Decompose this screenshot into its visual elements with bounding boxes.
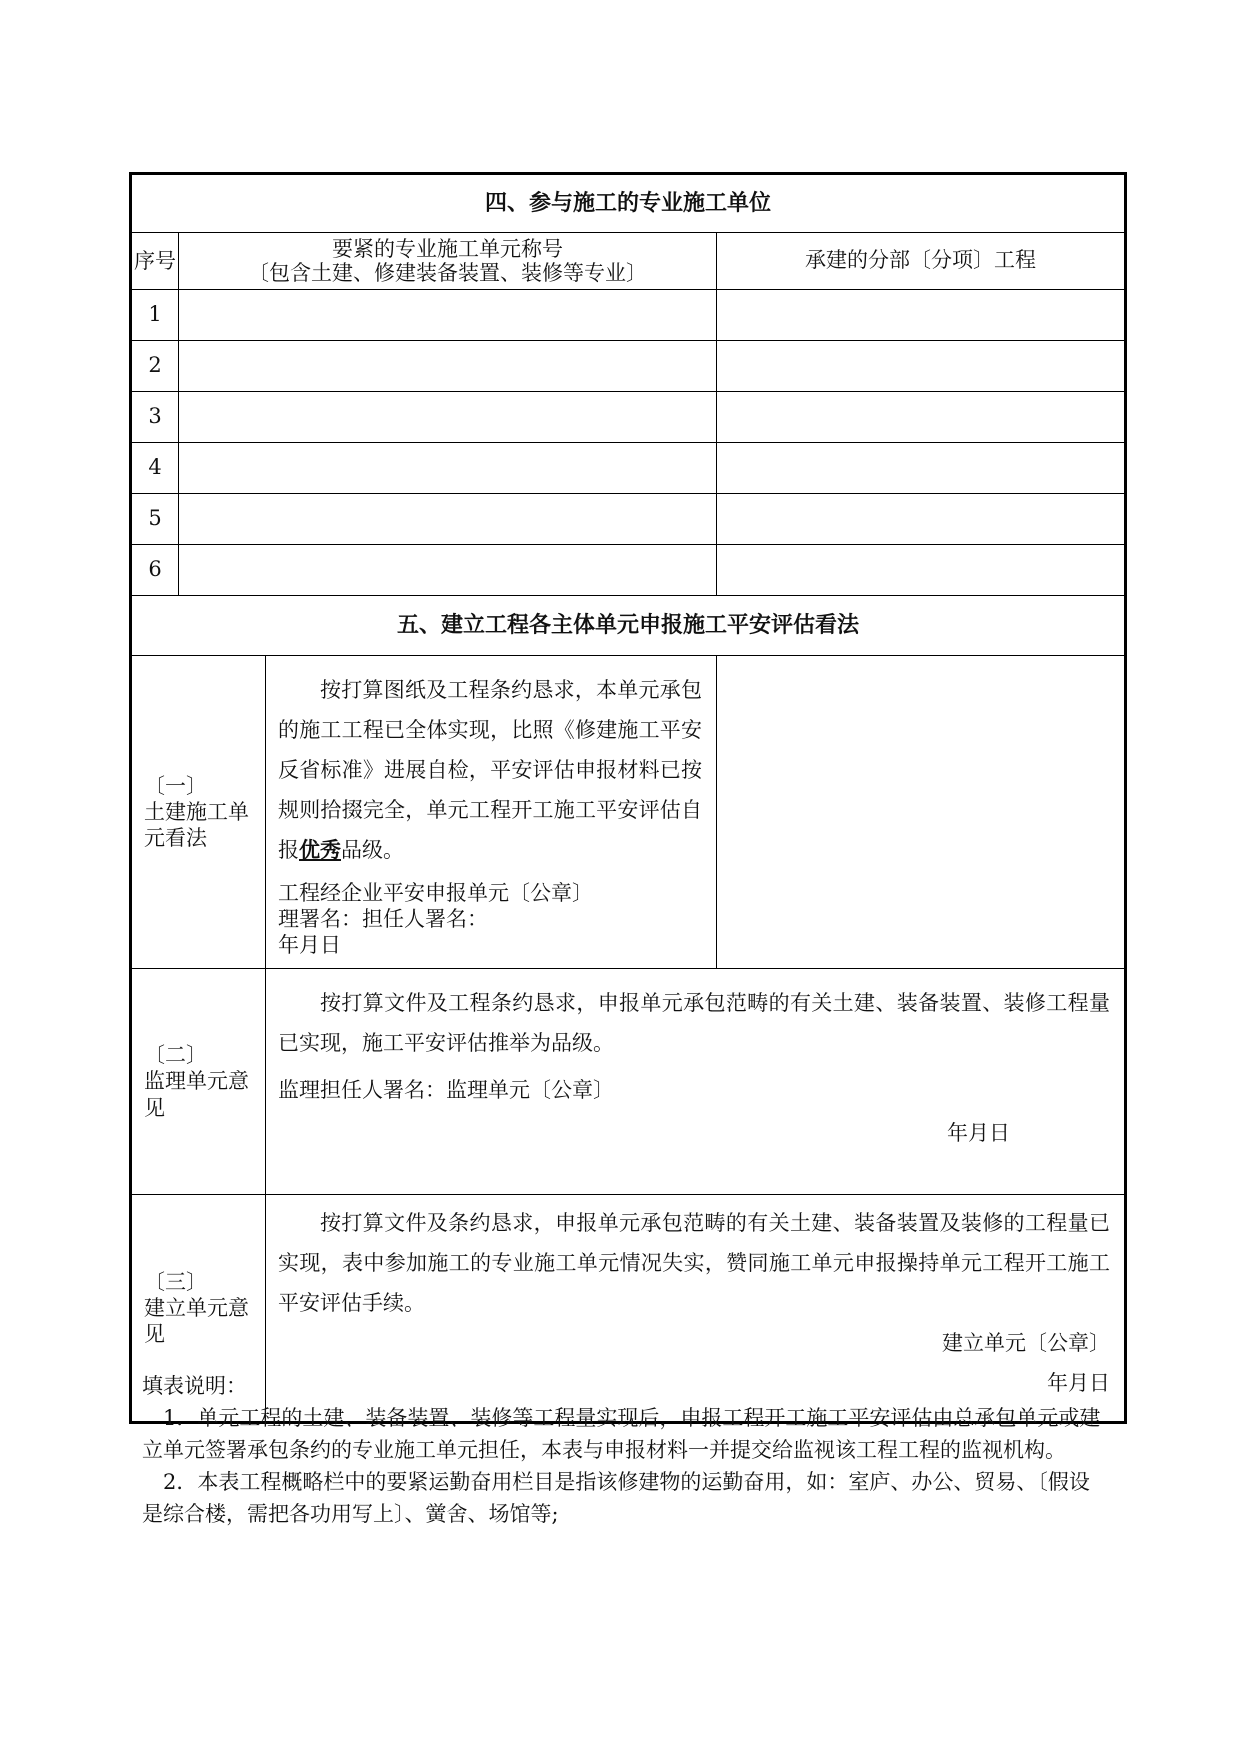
opinion2-row <box>131 969 1126 1195</box>
table-row <box>131 392 1126 443</box>
opinion1-label-number: 〔一〕 <box>144 773 207 798</box>
opinion2-label-number: 〔二〕 <box>144 1043 207 1068</box>
instruction-item-2: 2．本表工程概略栏中的要紧运勤奋用栏目是指该修建物的运勤奋用，如：室庐、办公、贸易、〔假设是综合楼，需把各功用写上〕、黉舍、场馆等; <box>142 1470 1090 1526</box>
unit-name-cell[interactable] <box>179 443 717 494</box>
seq-cell: 5 <box>131 494 179 545</box>
unit-name-cell[interactable] <box>179 392 717 443</box>
instruction-item-1: 1．单元工程的土建、装备装置、装修等工程量实现后，申报工程开工施工平安评估由总承包单元或建立单元签署承包条约的专业施工单元担任，本表与申报材料一并提交给监视该工程工程的监视机构。 <box>142 1406 1101 1462</box>
opinion1-text-before: 按打算图纸及工程条约恳求，本单元承包的施工工程已全体实现，比照《修建施工平安反省标准》进展自检，平安评估申报材料已按规则拾掇完全，单元工程开工施工平安评估自报 <box>278 678 702 862</box>
scope-cell[interactable] <box>717 341 1126 392</box>
table-row <box>131 290 1126 341</box>
opinion2-content[interactable] <box>266 969 1125 1194</box>
opinion1-sig-line1: 工程经企业平安申报单元〔公章〕 <box>278 881 593 905</box>
opinion2-label <box>132 969 266 1194</box>
seq-header: 序号 <box>131 233 179 290</box>
opinion1-date: 年月日 <box>278 933 341 957</box>
seq-cell: 6 <box>131 545 179 596</box>
application-form-table <box>129 172 1127 1424</box>
opinion1-statement <box>278 670 702 870</box>
opinion1-signature <box>278 880 702 958</box>
unit-name-cell[interactable] <box>179 341 717 392</box>
section5-title-row <box>131 596 1126 656</box>
opinion1-text-after: 品级。 <box>341 838 404 862</box>
scope-cell[interactable] <box>717 443 1126 494</box>
unit-name-header-line1: 要紧的专业施工单元称号 <box>332 236 563 261</box>
section4-title: 四、参与施工的专业施工单位 <box>131 174 1126 233</box>
opinion1-label <box>132 656 266 968</box>
unit-name-header-line2: 〔包含土建、修建装备装置、装修等专业〕 <box>248 261 647 285</box>
opinion2-label-text: 监理单元意见 <box>144 1069 249 1120</box>
section4-header-row <box>131 233 1126 290</box>
unit-name-cell[interactable] <box>179 545 717 596</box>
section4-title-row <box>131 174 1126 233</box>
opinion2-inner-table <box>132 969 1124 1194</box>
opinion2-date: 年月日 <box>947 1121 1010 1145</box>
instructions-title: 填表说明： <box>142 1374 247 1398</box>
opinion3-statement: 按打算文件及条约恳求，申报单元承包范畴的有关土建、装备装置及装修的工程量已实现，表中参加施工的专业施工单元情况失实，赞同施工单元申报操持单元工程开工施工平安评估手续。 <box>278 1211 1110 1315</box>
opinion3-seal: 建立单元〔公章〕 <box>942 1331 1110 1355</box>
section5-title: 五、建立工程各主体单元申报施工平安评估看法 <box>131 596 1126 656</box>
opinion3-label-text: 建立单元意见 <box>144 1295 249 1347</box>
scope-cell[interactable] <box>717 545 1126 596</box>
opinion1-content[interactable] <box>266 656 717 968</box>
table-row <box>131 545 1126 596</box>
scope-cell[interactable] <box>717 290 1126 341</box>
opinion1-row <box>131 656 1126 969</box>
table-row <box>131 443 1126 494</box>
opinion2-wrapper <box>131 969 1126 1195</box>
opinion1-label-text: 土建施工单元看法 <box>144 799 249 851</box>
opinion1-sig-line2: 理署名：担任人署名： <box>278 907 488 931</box>
opinion1-inner-table <box>132 656 716 968</box>
scope-cell[interactable] <box>717 494 1126 545</box>
unit-name-cell[interactable] <box>179 494 717 545</box>
unit-name-header <box>179 233 717 290</box>
fill-instructions <box>142 1370 1102 1530</box>
opinion1-grade: 优秀 <box>299 837 341 862</box>
seq-cell: 4 <box>131 443 179 494</box>
opinion1-wrapper <box>131 656 717 969</box>
opinion2-statement: 按打算文件及工程条约恳求，申报单元承包范畴的有关土建、装备装置、装修工程量已实现，施工平安评估推举为品级。 <box>278 991 1110 1055</box>
opinion3-label-number: 〔三〕 <box>144 1269 207 1294</box>
opinion2-signature: 监理担任人署名：监理单元〔公章〕 <box>278 1078 614 1102</box>
seq-cell: 1 <box>131 290 179 341</box>
scope-header: 承建的分部〔分项〕工程 <box>717 233 1126 290</box>
table-row <box>131 341 1126 392</box>
table-row <box>131 494 1126 545</box>
seq-cell: 3 <box>131 392 179 443</box>
unit-name-cell[interactable] <box>179 290 717 341</box>
seq-cell: 2 <box>131 341 179 392</box>
scope-cell[interactable] <box>717 392 1126 443</box>
opinion3-date: 年月日 <box>1047 1371 1110 1395</box>
